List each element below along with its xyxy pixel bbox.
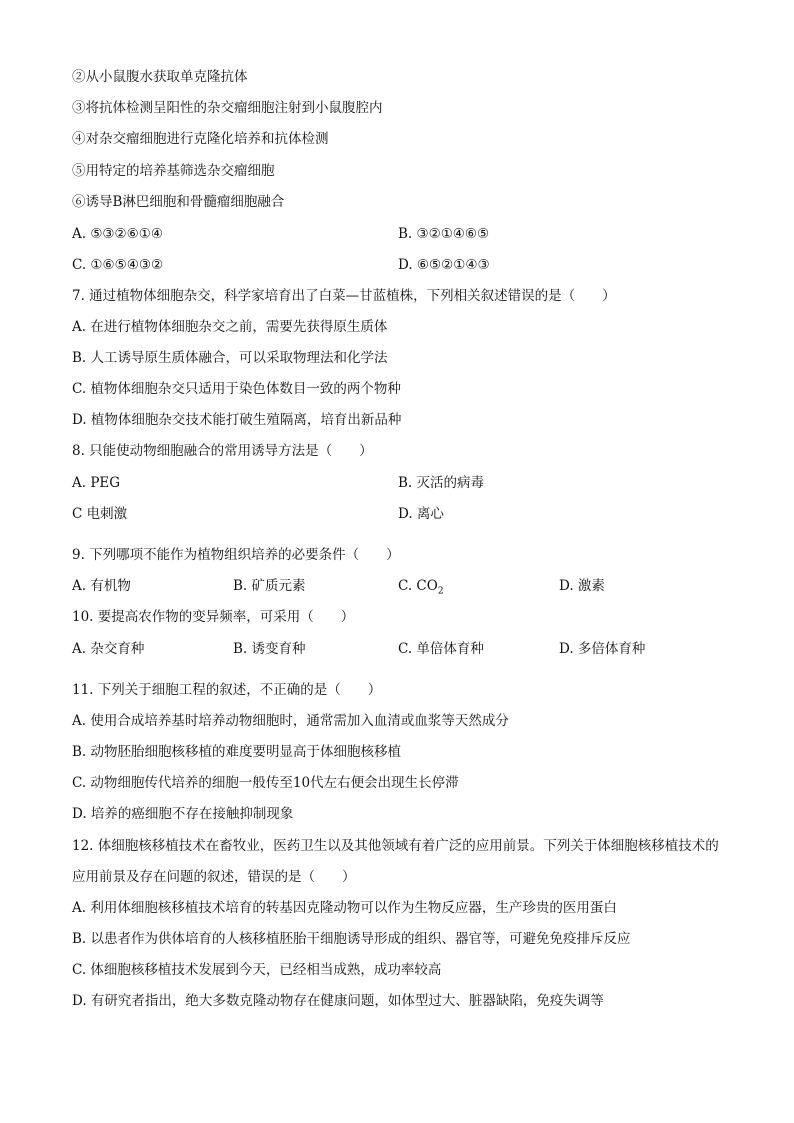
step-5: ⑤用特定的培养基筛选杂交瘤细胞 [72,163,275,179]
step-3: ③将抗体检测呈阳性的杂交瘤细胞注射到小鼠腹腔内 [72,100,383,116]
q7-option-c: C. 植物体细胞杂交只适用于染色体数目一致的两个物种 [72,381,401,397]
q8-option-b: B. 灭活的病毒 [398,475,485,491]
q9-option-c-text: C. CO [398,578,438,594]
q9-option-c [398,577,444,601]
q8-stem: 8. 只能使动物细胞融合的常用诱导方法是（ ） [72,443,373,459]
q12-option-a: A. 利用体细胞核移植技术培育的转基因克隆动物可以作为生物反应器，生产珍贵的医用蛋白 [72,900,617,916]
q9-option-b: B. 矿质元素 [233,578,306,594]
q10-option-a: A. 杂交育种 [72,641,145,657]
q11-option-a: A. 使用合成培养基时培养动物细胞时，通常需加入血清或血浆等天然成分 [72,713,509,729]
q9-stem: 9. 下列哪项不能作为植物组织培养的必要条件（ ） [72,547,400,563]
q9-option-d: D. 激素 [559,578,605,594]
q6-option-b: B. ③②①④⑥⑤ [398,226,490,242]
q10-option-d: D. 多倍体育种 [559,641,646,657]
q11-stem: 11. 下列关于细胞工程的叙述，不正确的是（ ） [72,682,382,698]
q7-option-d: D. 植物体细胞杂交技术能打破生殖隔离，培育出新品种 [72,412,402,428]
q10-stem: 10. 要提高农作物的变异频率，可采用（ ） [72,609,355,625]
q7-stem: 7. 通过植物体细胞杂交，科学家培育出了白菜—甘蓝植株，下列相关叙述错误的是（ ） [72,288,616,304]
q9-option-a: A. 有机物 [72,578,131,594]
q6-option-c: C. ①⑥⑤④③② [72,257,164,273]
q12-stem: 12. 体细胞核移植技术在畜牧业，医药卫生以及其他领域有着广泛的应用前景。下列关于体细胞核移植技术的应用前景及存在问题的叙述，错误的是（ ） [72,838,719,885]
q8-option-a: A. PEG [72,475,121,491]
step-4: ④对杂交瘤细胞进行克隆化培养和抗体检测 [72,131,329,147]
q8-option-d: D. 离心 [398,506,444,522]
q12-option-c: C. 体细胞核移植技术发展到今天，已经相当成熟，成功率较高 [72,962,442,978]
q11-option-d: D. 培养的癌细胞不存在接触抑制现象 [72,806,294,822]
q8-option-c: C 电刺激 [72,506,128,522]
q11-option-c: C. 动物细胞传代培养的细胞一般传至10代左右便会出现生长停滞 [72,775,459,791]
q7-option-b: B. 人工诱导原生质体融合，可以采取物理法和化学法 [72,350,388,366]
q6-option-a: A. ⑤③②⑥①④ [72,226,163,242]
q12-option-d: D. 有研究者指出，绝大多数克隆动物存在健康问题，如体型过大、脏器缺陷，免疫失调等 [72,993,604,1009]
step-2: ②从小鼠腹水获取单克隆抗体 [72,69,248,85]
q10-option-c: C. 单倍体育种 [398,641,484,657]
q7-option-a: A. 在进行植物体细胞杂交之前，需要先获得原生质体 [72,319,388,335]
q9-option-c-subscript: 2 [437,586,444,597]
q12-option-b: B. 以患者作为供体培育的人核移植胚胎干细胞诱导形成的组织、器官等，可避免免疫排斥反应 [72,931,631,947]
q11-option-b: B. 动物胚胎细胞核移植的难度要明显高于体细胞核移植 [72,744,402,760]
step-6: ⑥诱导B淋巴细胞和骨髓瘤细胞融合 [72,194,285,210]
q6-option-d: D. ⑥⑤②①④③ [398,257,490,273]
q10-option-b: B. 诱变育种 [233,641,306,657]
